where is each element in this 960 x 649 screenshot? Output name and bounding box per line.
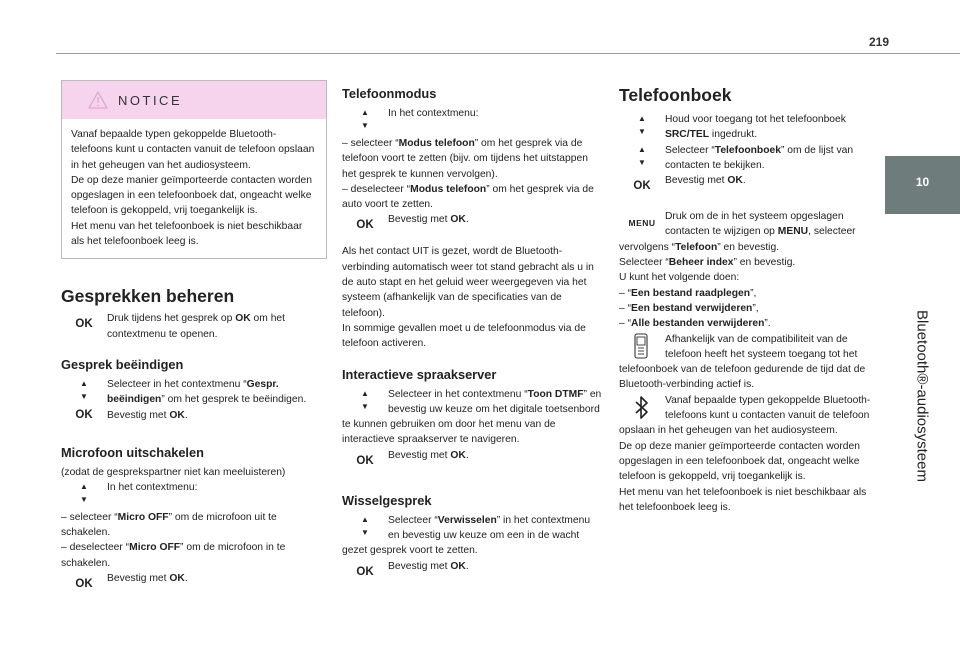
voice-select: Selecteer in het contextmenu “Toon DTMF” en bevestig uw keuze om het digitale toetsenbord te kunnen gebruiken om door het menu van de interactieve spraakserver te navigeren.	[342, 388, 602, 446]
end-call-confirm: Bevestig met OK.	[107, 409, 188, 421]
mute-confirm: Bevestig met OK.	[107, 573, 188, 585]
ok-button-icon: OK	[356, 454, 374, 467]
switch-confirm: Bevestig met OK.	[388, 560, 469, 572]
up-down-arrows-icon: ▲ ▼	[361, 514, 369, 537]
chapter-tab	[885, 156, 960, 214]
chapter-title: Bluetooth®-audiosysteem	[913, 310, 931, 482]
list-item: – “Een bestand verwijderen”,	[619, 302, 759, 314]
list-item: – “Een bestand raadplegen”,	[619, 287, 757, 299]
up-down-arrows-icon: ▲ ▼	[361, 108, 369, 130]
heading-call-waiting: Wisselgesprek	[342, 492, 432, 508]
phonebook-select: Selecteer “Telefoonboek” om de lijst van contacten te bekijken.	[665, 144, 854, 171]
ok-button-icon: OK	[75, 578, 93, 591]
voice-confirm: Bevestig met OK.	[388, 449, 469, 461]
notice-box	[61, 80, 327, 259]
page-number: 219	[868, 35, 889, 49]
ok-button-icon: OK	[356, 565, 374, 578]
mute-context: In het contextmenu:	[107, 481, 198, 493]
column-1	[61, 80, 327, 601]
phone-compatibility-icon	[619, 332, 665, 362]
phone-mode-confirm: Bevestig met OK.	[388, 214, 469, 226]
column-3	[619, 80, 874, 515]
up-down-arrows-icon: ▲ ▼	[638, 114, 646, 136]
switch-select: Selecteer “Verwisselen” in het contextmenu en bevestig uw keuze om een in de wacht gezet gesprek voort te zetten.	[342, 514, 591, 557]
header-rule	[56, 53, 960, 54]
section-title-phonebook: Telefoonboek	[619, 85, 732, 105]
heading-voice-server: Interactieve spraakserver	[342, 366, 497, 382]
heading-mute: Microfoon uitschakelen	[61, 444, 204, 460]
end-call-select: Selecteer in het contextmenu “Gespr. beëindigen” om het gesprek te beëindigen.	[107, 378, 307, 406]
notice-heading: NOTICE	[118, 93, 183, 108]
chapter-number: 10	[915, 175, 930, 189]
section-title-calls: Gesprekken beheren	[61, 286, 235, 307]
column-2	[342, 80, 602, 589]
heading-phone-mode: Telefoonmodus	[342, 86, 437, 101]
notice-header	[62, 81, 326, 119]
ok-button-icon: OK	[356, 219, 374, 232]
mute-on: – selecteer “Micro OFF” om de microfoon uit te schakelen.	[61, 511, 277, 539]
menu-button-icon: MENU	[628, 218, 656, 229]
up-down-arrows-icon: ▲ ▼	[80, 481, 88, 504]
phone-mode-select: – selecteer “Modus telefoon” om het gesprek via de telefoon voort te zetten (bijv. om tijdens het uitstappen het gesprek te kunnen vervolgen).	[342, 138, 588, 180]
ok-button-icon: OK	[633, 180, 651, 193]
phonebook-hold: Houd voor toegang tot het telefoonboek SRC/TEL ingedrukt.	[665, 114, 846, 141]
bluetooth-icon	[619, 393, 665, 423]
compatibility-note: Afhankelijk van de compatibiliteit van de telefoon heeft het systeem toegang tot het telefoonboek van de telefoon gedurende de tijd dat de Bluetooth-verbinding actief is.	[619, 333, 866, 391]
up-down-arrows-icon: ▲ ▼	[361, 388, 369, 411]
bluetooth-note: Vanaf bepaalde typen gekoppelde Bluetooth-telefoons kunt u contacten vanuit de telefoon opslaan in het geheugen van het audiosysteem. De op deze manier geïmporteerde contacten worden opgeslagen in een telefoonboek dat, ongeacht welke telefoon is gekoppeld, vrij toegankelijk is. Het menu van het telefoonboek is niet beschikbaar als het telefoonboek leeg is.	[619, 394, 871, 513]
mute-off: – deselecteer “Micro OFF” om de microfoon in te schakelen.	[61, 542, 286, 569]
mute-subtitle: (zodat de gesprekspartner niet kan meeluisteren)	[61, 466, 286, 478]
calls-intro: Druk tijdens het gesprek op OK om het contextmenu te openen.	[107, 313, 286, 340]
heading-end-call: Gesprek beëindigen	[61, 356, 184, 372]
phonebook-options-intro: U kunt het volgende doen:	[619, 272, 740, 284]
phone-mode-paragraph: Als het contact UIT is gezet, wordt de Bluetooth-verbinding automatisch weer tot stand gebracht als u in de auto stapt en het geluid weer weergegeven via het systeem (afhankelijk van de specificaties van de telefoon). In sommige gevallen moet u de telefoonmodus via de telefoon activeren.	[342, 246, 594, 350]
ok-button-icon: OK	[75, 408, 93, 421]
phonebook-menu: Druk om de in het systeem opgeslagen contacten te wijzigen op MENU, selecteer vervolgens “Telefoon” en bevestig.	[619, 211, 856, 253]
phone-mode-deselect: – deselecteer “Modus telefoon” om het gesprek via de auto voort te zetten.	[342, 183, 594, 211]
ok-button-icon: OK	[75, 318, 93, 331]
list-item: – “Alle bestanden verwijderen”.	[619, 318, 771, 330]
phonebook-select-index: Selecteer “Beheer index” en bevestig.	[619, 257, 796, 269]
warning-icon	[88, 91, 108, 109]
phonebook-confirm: Bevestig met OK.	[665, 175, 746, 187]
notice-text: Vanaf bepaalde typen gekoppelde Bluetooth-telefoons kunt u contacten vanuit de telefoon opslaan in het geheugen van het audiosysteem. De op deze manier geïmporteerde contacten worden opgeslagen in een telefoonboek dat, ongeacht welke telefoon is gekoppeld, vrij toegankelijk is. Het menu van het telefoonboek is niet beschikbaar als het telefoonboek leeg is.	[71, 129, 315, 248]
up-down-arrows-icon: ▲ ▼	[638, 144, 646, 167]
up-down-arrows-icon: ▲ ▼	[80, 378, 88, 401]
phone-mode-context: In het contextmenu:	[388, 108, 479, 119]
